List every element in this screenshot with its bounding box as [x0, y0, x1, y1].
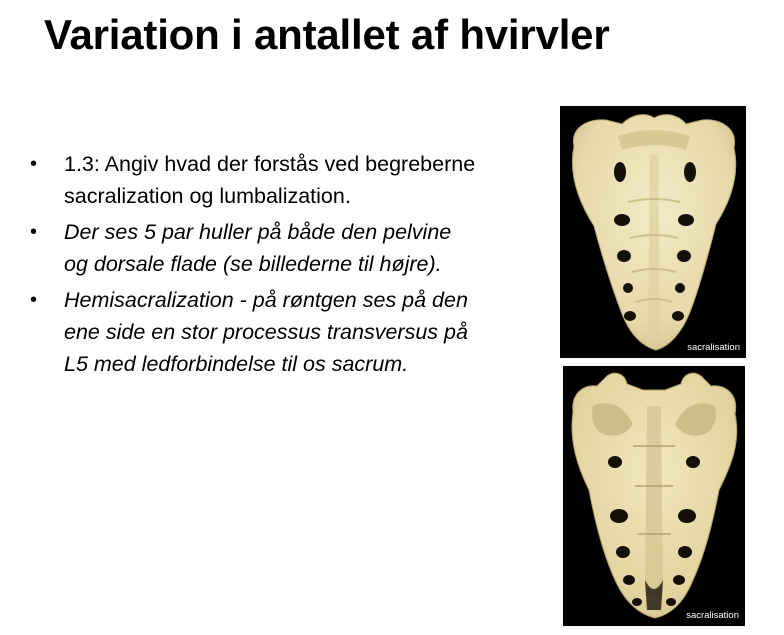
image-caption: sacralisation	[686, 610, 739, 621]
bullet-text: 1.3: Angiv hvad der forstås ved begreberne sacralization og lumbalization.	[64, 152, 476, 208]
sacrum-dorsal-illustration	[563, 366, 745, 626]
image-caption: sacralisation	[687, 342, 740, 353]
sacrum-pelvic-illustration	[560, 106, 746, 358]
bullet-marker: •	[30, 153, 38, 175]
bullet-marker: •	[30, 221, 38, 243]
bullet-marker: •	[30, 289, 38, 311]
bullet-item-foramina	[30, 216, 480, 280]
bullet-text: Hemisacralization - på røntgen ses på den ene side en stor processus transversus på L5 med ledforbindelse til os sacrum.	[64, 288, 468, 376]
sacrum-dorsal-photo	[563, 366, 745, 626]
bullet-text: Der ses 5 par huller på både den pelvine og dorsale flade (se billederne til højre).	[64, 220, 452, 276]
bullet-item-hemisacralization	[30, 284, 480, 380]
sacrum-pelvic-photo	[560, 106, 746, 358]
bullet-item-question	[30, 148, 480, 212]
bullet-list	[30, 148, 480, 384]
slide-title: Variation i antallet af hvirvler	[44, 11, 610, 58]
